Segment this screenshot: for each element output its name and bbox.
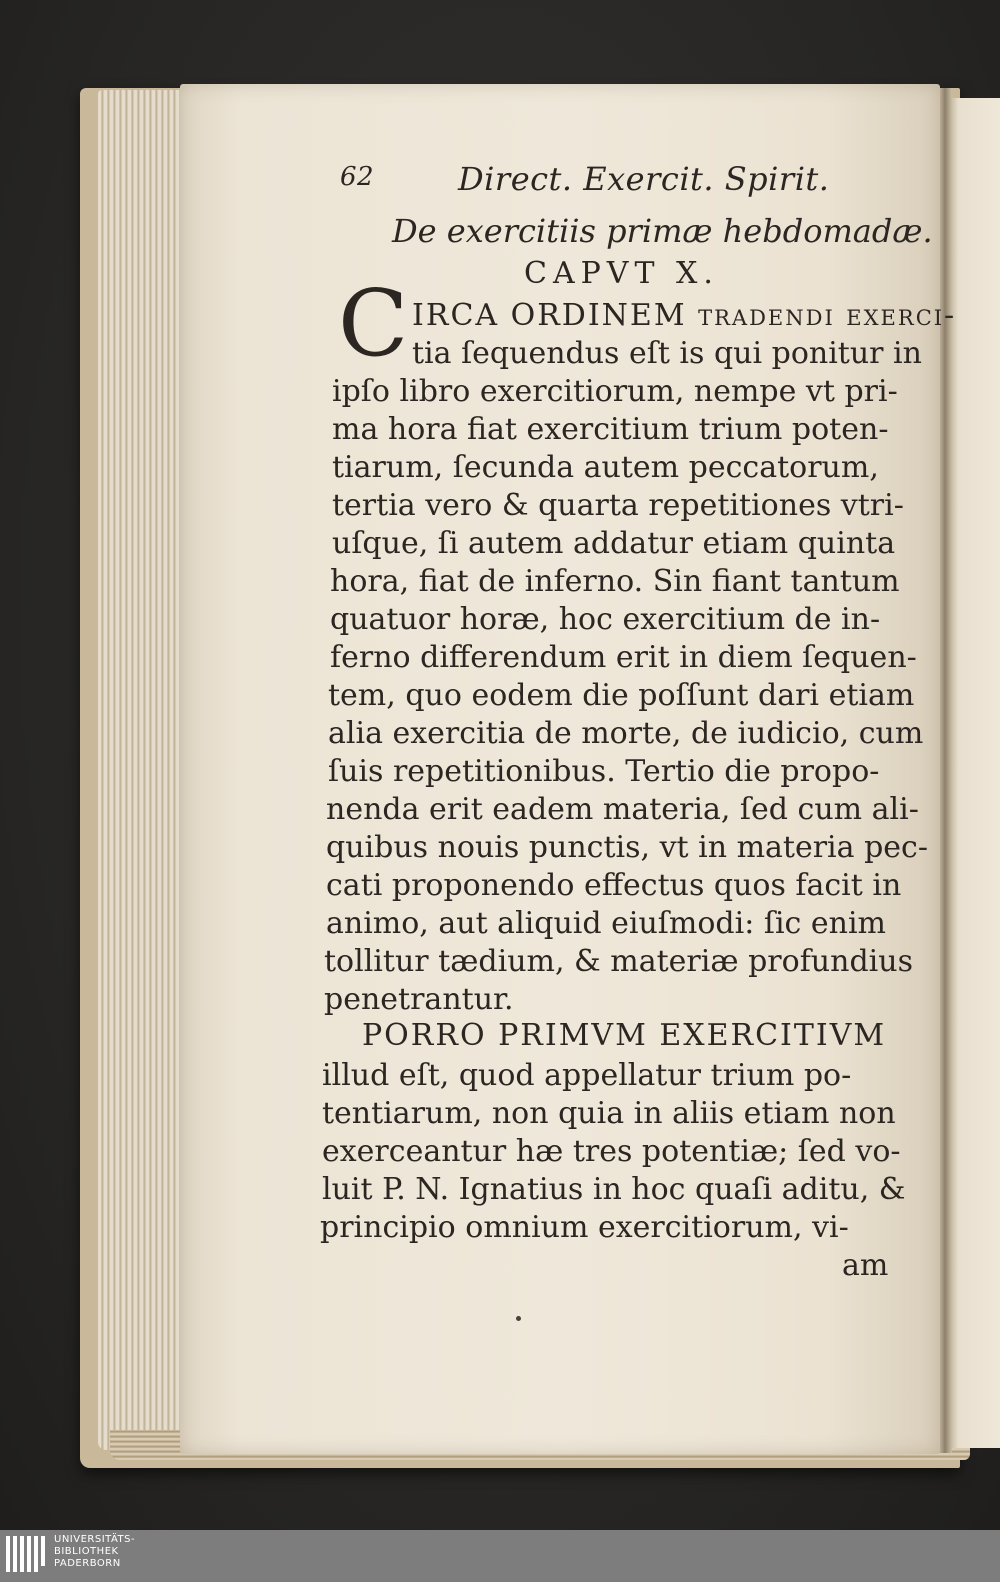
text-line: exerceantur hæ tres potentiæ; ſed vo- [322,1134,901,1169]
library-footer [0,1530,1000,1582]
text-line: alia exercitia de morte, de iudicio, cum [328,716,924,751]
gutter [938,88,952,1453]
text-line: PORRO PRIMVM EXERCITIVM [362,1018,887,1053]
text-line: ma hora fiat exercitium trium poten- [332,412,889,447]
text-line: tollitur tædium, & materiæ profundius [324,944,913,979]
text-line: animo, aut aliquid eiuſmodi: ſic enim [326,906,886,941]
page-number: 62 [340,162,375,192]
text-line: tentiarum, non quia in aliis etiam non [322,1096,896,1131]
text-line: tia ſequendus eſt is qui ponitur in [412,336,922,371]
chapter-heading: CAPVT X. [524,256,719,291]
text-line: ſuis repetitionibus. Tertio die propo- [328,754,880,789]
text-line: tiarum, ſecunda autem peccatorum, [332,450,879,485]
library-line-1: UNIVERSITÄTS- [54,1534,136,1545]
text-line: ipſo libro exercitiorum, nempe vt pri- [332,374,898,409]
text-line: ferno differendum erit in diem ſequen- [330,640,917,675]
text-line: uſque, ſi autem addatur etiam quinta [332,526,896,561]
text-line: luit P. N. Ignatius in hoc quaſi aditu, & [322,1172,906,1207]
text-line: quibus nouis punctis, vt in materia pec- [326,830,928,865]
library-line-2: BIBLIOTHEK [54,1546,119,1557]
section-title: De exercitiis primæ hebdomadæ. [392,212,933,250]
text-line: cati proponendo effectus quos facit in [326,868,902,903]
catchword: am [842,1248,889,1283]
text-line: IRCA ORDINEM tradendi exerci- [412,298,957,333]
text-line: illud eſt, quod appellatur trium po- [322,1058,852,1093]
text-line: principio omnium exercitiorum, vi- [320,1210,849,1245]
text-line: penetrantur. [324,982,514,1017]
running-title: Direct. Exercit. Spirit. [458,160,830,198]
ink-speck [516,1316,521,1321]
text-line: quatuor horæ, hoc exercitium de in- [330,602,881,637]
library-logo-icon [6,1536,44,1576]
library-name [54,1534,135,1570]
text-line: tem, quo eodem die poſſunt dari etiam [328,678,915,713]
library-line-3: PADERBORN [54,1558,121,1569]
running-head [340,160,830,204]
text-line: hora, fiat de inferno. Sin fiant tantum [330,564,900,599]
text-line: nenda erit eadem materia, ſed cum ali- [326,792,919,827]
text-line: tertia vero & quarta repetitiones vtri- [332,488,904,523]
drop-capital: C [338,270,409,377]
